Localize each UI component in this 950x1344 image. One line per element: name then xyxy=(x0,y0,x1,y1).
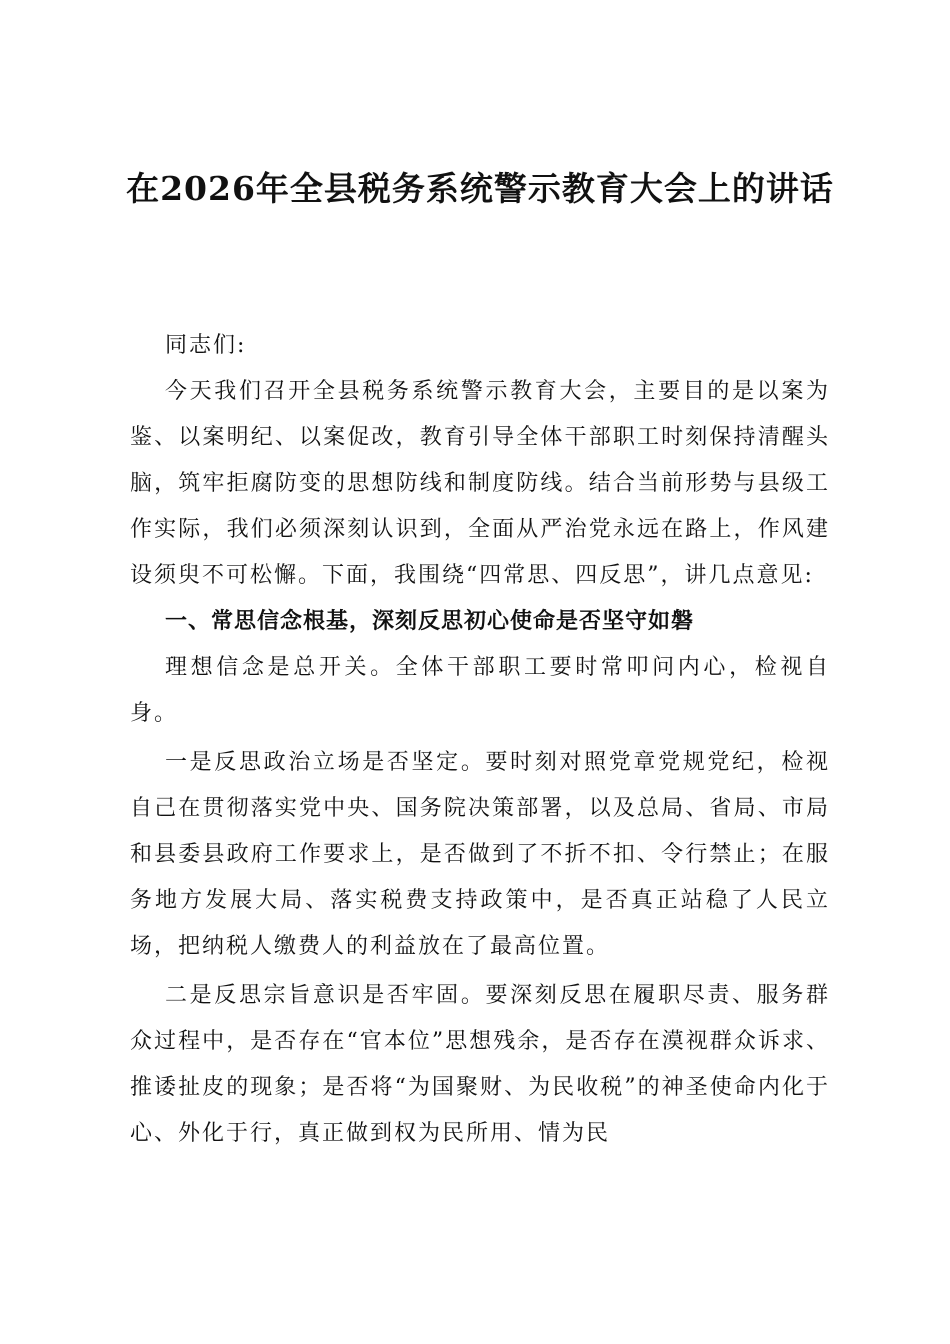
section-heading: 一、常思信念根基，深刻反思初心使命是否坚守如磐 xyxy=(165,609,695,634)
salutation: 同志们: xyxy=(165,333,247,358)
paragraph: 一是反思政治立场是否坚定。要时刻对照党章党规党纪，检视自己在贯彻落实党中央、国务院决策部署，以及总局、省局、市局和县委县政府工作要求上，是否做到了不折不扣、令行禁止；在服务地方发展大局、落实税费支持政策中，是否真正站稳了人民立场，把纳税人缴费人的利益放在了最高位置。 xyxy=(130,750,830,959)
paragraph: 二是反思宗旨意识是否牢固。要深刻反思在履职尽责、服务群众过程中，是否存在“官本位”思想残余，是否存在漠视群众诉求、推诿扯皮的现象；是否将“为国聚财、为民收税”的神圣使命内化于心、外化于行，真正做到权为民所用、情为民 xyxy=(130,983,830,1146)
document-body xyxy=(130,323,830,1157)
paragraph-intro: 今天我们召开全县税务系统警示教育大会，主要目的是以案为鉴、以案明纪、以案促改，教育引导全体干部职工时刻保持清醒头脑，筑牢拒腐防变的思想防线和制度防线。结合当前形势与县级工作实际，我们必须深刻认识到，全面从严治党永远在路上，作风建设须臾不可松懈。下面，我围绕“四常思、四反思”，讲几点意见: xyxy=(130,379,830,588)
document-title: 在2026年全县税务系统警示教育大会上的讲话 xyxy=(126,169,834,208)
paragraph: 理想信念是总开关。全体干部职工要时常叩问内心，检视自身。 xyxy=(130,655,830,726)
